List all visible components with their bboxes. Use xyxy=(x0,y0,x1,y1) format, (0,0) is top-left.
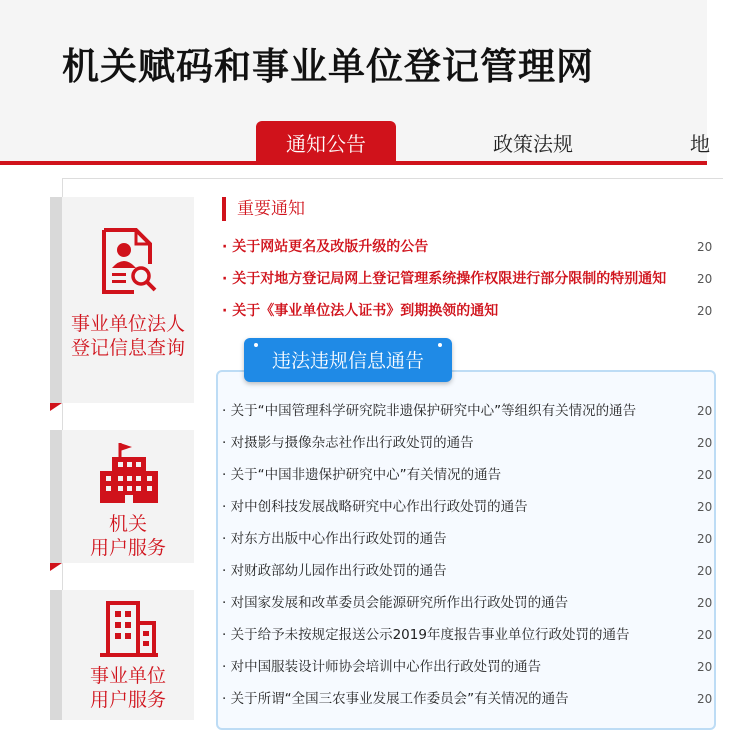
violation-notice-link[interactable]: · 对中国服装设计师协会培训中心作出行政处罚的通告 xyxy=(222,659,542,675)
violation-notice-link[interactable]: · 关于“中国管理科学研究院非遗保护研究中心”等组织有关情况的通告 xyxy=(222,403,637,419)
violation-notice-link[interactable]: · 关于“中国非遗保护研究中心”有关情况的通告 xyxy=(222,467,502,483)
sidecard-agency-service[interactable] xyxy=(50,430,194,563)
notice-date: 20 xyxy=(697,596,713,610)
nav-underline xyxy=(0,161,707,165)
office-building-icon xyxy=(98,601,160,661)
notice-date: 20 xyxy=(697,628,713,642)
sidecard-label-line2: 用户服务 xyxy=(89,537,166,559)
sidecard-label-line2: 用户服务 xyxy=(89,689,166,711)
violations-badge[interactable] xyxy=(244,338,452,382)
important-notice-link[interactable]: · 关于网站更名及改版升级的公告 xyxy=(222,239,429,255)
sidecard-legal-person-query[interactable] xyxy=(50,197,194,403)
tab-policies[interactable]: 政策法规 xyxy=(493,132,573,156)
violation-notice-link[interactable]: · 对东方出版中心作出行政处罚的通告 xyxy=(222,531,447,547)
sidecard-label xyxy=(62,312,194,360)
site-title: 机关赋码和事业单位登记管理网 xyxy=(62,45,594,88)
notice-date: 20 xyxy=(697,240,713,254)
violation-notice-link[interactable]: · 对摄影与摄像杂志社作出行政处罚的通告 xyxy=(222,435,474,451)
person-search-icon xyxy=(100,228,158,298)
important-notice-link[interactable]: · 关于对地方登记局网上登记管理系统操作权限进行部分限制的特别通知 xyxy=(222,271,667,287)
violation-notice-link[interactable]: · 对财政部幼儿园作出行政处罚的通告 xyxy=(222,563,447,579)
notice-date: 20 xyxy=(697,272,713,286)
violation-notice-link[interactable]: · 对国家发展和改革委员会能源研究所作出行政处罚的通告 xyxy=(222,595,569,611)
tab-notices[interactable]: 通知公告 xyxy=(256,121,396,161)
violation-notice-link[interactable]: · 关于给予未按规定报送公示2019年度报告事业单位行政处罚的通告 xyxy=(222,627,630,643)
notice-date: 20 xyxy=(697,692,713,706)
badge-dot xyxy=(438,343,442,347)
notice-date: 20 xyxy=(697,532,713,546)
card-notch xyxy=(50,403,62,411)
important-notices-heading: 重要通知 xyxy=(222,197,305,221)
violations-badge-label: 违法违规信息通告 xyxy=(271,350,424,372)
notice-date: 20 xyxy=(697,304,713,318)
tab-partial[interactable]: 地 xyxy=(690,132,710,156)
violation-notice-link[interactable]: · 对中创科技发展战略研究中心作出行政处罚的通告 xyxy=(222,499,528,515)
sidecard-label-line1: 机关 xyxy=(108,513,147,535)
notice-date: 20 xyxy=(697,436,713,450)
sidecard-label xyxy=(62,664,194,712)
sidecard-label-line2: 登记信息查询 xyxy=(70,337,185,359)
card-notch xyxy=(50,563,62,571)
violation-notice-link[interactable]: · 关于所谓“全国三农事业发展工作委员会”有关情况的通告 xyxy=(222,691,569,707)
sidecard-label xyxy=(62,512,194,560)
sidecard-label-line1: 事业单位 xyxy=(89,665,166,687)
sidecard-institution-service[interactable] xyxy=(50,590,194,720)
sidecard-label-line1: 事业单位法人 xyxy=(70,313,185,335)
important-notice-link[interactable]: · 关于《事业单位法人证书》到期换领的通知 xyxy=(222,303,499,319)
notice-date: 20 xyxy=(697,564,713,578)
notice-date: 20 xyxy=(697,468,713,482)
notice-date: 20 xyxy=(697,660,713,674)
government-building-icon xyxy=(98,441,160,509)
badge-dot xyxy=(254,343,258,347)
notice-date: 20 xyxy=(697,500,713,514)
notice-date: 20 xyxy=(697,404,713,418)
